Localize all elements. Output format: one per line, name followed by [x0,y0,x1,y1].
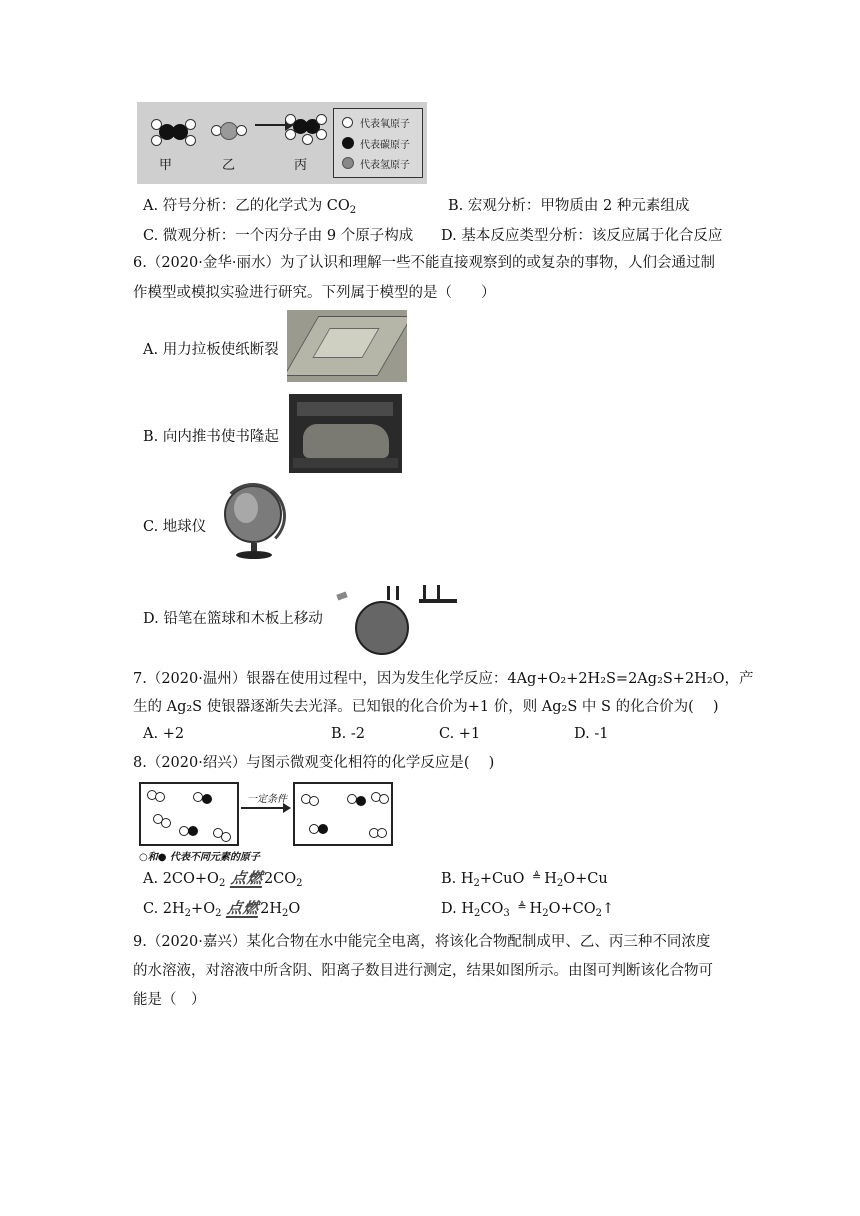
q6-option-b[interactable]: B. 向内推书使书隆起 [143,429,279,445]
q6-option-c[interactable]: C. 地球仪 [143,519,207,535]
q7-stem-line2: 生的 Ag₂S 使银器逐渐失去光泽。已知银的化合价为+1 价，则 Ag₂S 中 S 的化合价为( ) [133,699,719,715]
pencil-ball-board-image [337,583,461,655]
q9-stem-line3: 能是（ ） [133,992,206,1008]
before-box [139,782,239,846]
figure-caption: ○和● 代表不同元素的原子 [139,852,260,863]
label-bing: 丙 [294,158,308,173]
condition-arrow-icon [241,807,285,809]
ignite-condition: 点燃 [225,899,261,917]
q6-stem-line2: 作模型或模拟实验进行研究。下列属于模型的是（ ） [133,285,496,301]
label-jia: 甲 [159,158,173,173]
heat-symbol: ≜ [517,900,527,913]
q6-stem-line1: 6.（2020·金华·丽水）为了认识和理解一些不能直接观察到的或复杂的事物，人们会通过制 [133,255,715,271]
q6-option-a[interactable]: A. 用力拉板使纸断裂 [143,342,279,358]
ignite-condition: 点燃 [229,869,265,887]
q8-option-c[interactable]: C. $2H_2+O_2$ 点燃$2H_2O$ [143,899,301,919]
book-push-image [289,394,402,473]
q5-option-d[interactable]: D. 基本反应类型分析：该反应属于化合反应 [441,228,723,244]
after-box [293,782,393,846]
arrow-label: 一定条件 [247,794,287,805]
molecule-jia-icon [151,119,197,149]
hydrogen-legend-icon [342,157,354,169]
label-yi: 乙 [222,158,236,173]
q8-option-a[interactable]: A. $2CO+O_2$ 点燃$2CO_2$ [143,869,303,889]
q5-option-c[interactable]: C. 微观分析：一个丙分子由 9 个原子构成 [143,228,414,244]
q7-option-a[interactable]: A. +2 [143,726,185,742]
q8-option-b[interactable]: B. $H_2+CuO$ ≜ $H_2O+Cu$ [441,870,608,889]
carbon-legend-icon [342,137,354,149]
globe-image [220,483,298,563]
legend-box: 代表氧原子 代表碳原子 代表氢原子 [333,108,423,178]
q7-stem-line1: 7.（2020·温州）银器在使用过程中，因为发生化学反应：4Ag+O₂+2H₂S=2Ag₂S+2H₂O，产 [133,671,754,687]
molecule-yi-icon [211,122,251,142]
q8-option-d[interactable]: D. $H_2CO_3$ ≜ $H_2O+CO_2↑$ [441,900,615,919]
q8-stem: 8.（2020·绍兴）与图示微观变化相符的化学反应是( ) [133,755,495,771]
q6-option-d[interactable]: D. 铅笔在篮球和木板上移动 [143,611,323,627]
paper-board-image [287,310,407,382]
q8-micro-figure [137,780,393,866]
oxygen-legend-icon [342,117,353,128]
molecule-bing-icon [283,112,329,148]
q7-option-b[interactable]: B. -2 [331,726,365,742]
q9-stem-line2: 的水溶液，对溶液中所含阴、阳离子数目进行测定，结果如图所示。由图可判断该化合物可 [133,963,713,979]
q5-option-b[interactable]: B. 宏观分析：甲物质由 2 种元素组成 [448,198,690,214]
q9-stem-line1: 9.（2020·嘉兴）某化合物在水中能完全电离，将该化合物配制成甲、乙、丙三种不同浓度 [133,934,711,950]
q7-option-d[interactable]: D. -1 [574,726,609,742]
q7-option-c[interactable]: C. +1 [439,726,481,742]
q5-reaction-figure [137,102,427,184]
q5-option-a[interactable]: A. 符号分析：乙的化学式为 $CO_2$ [143,198,357,216]
heat-symbol: ≜ [532,870,542,883]
